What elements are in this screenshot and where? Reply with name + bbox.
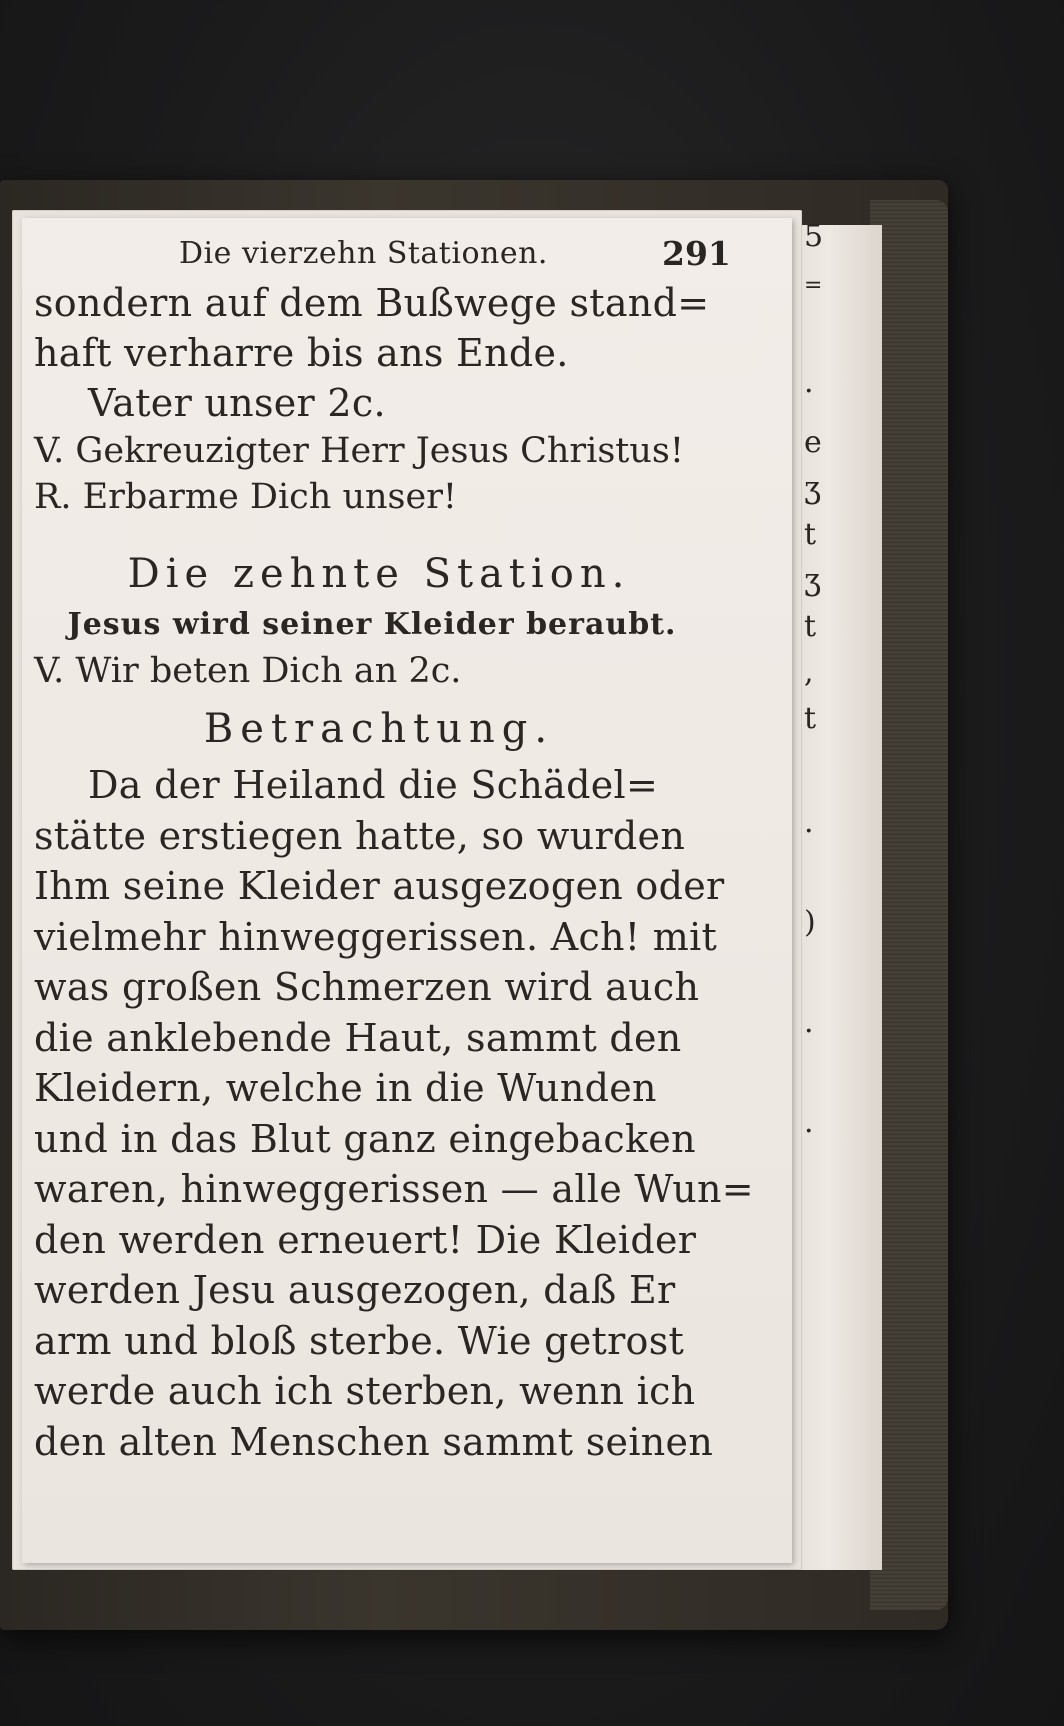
page-text-block — [34, 230, 754, 1467]
text-line: Ihm seine Kleider ausgezogen oder — [34, 864, 725, 908]
station-title: Die zehnte Station. — [127, 551, 631, 597]
text-line: werde auch ich sterben, wenn ich — [34, 1369, 696, 1413]
facing-glyph: t — [804, 517, 817, 552]
facing-glyph: t — [804, 701, 817, 736]
station-subtitle: Jesus wird seiner Kleider beraubt. — [67, 607, 677, 642]
station-versicle: V. Wir beten Dich an 2c. — [34, 651, 462, 691]
page-number: 291 — [662, 234, 731, 273]
facing-glyph: e — [804, 425, 822, 460]
response-line: R. Erbarme Dich unser! — [34, 477, 457, 517]
versicle-line: V. Gekreuzigter Herr Jesus Christus! — [34, 431, 684, 471]
text-line: arm und bloß sterbe. Wie getrost — [34, 1318, 685, 1363]
intro-paragraph — [34, 278, 724, 378]
text-line: stätte erstiegen hatte, so wurden — [34, 813, 686, 858]
facing-glyph: , — [804, 655, 814, 690]
meditation-paragraph — [34, 760, 754, 1467]
facing-glyph: t — [804, 609, 817, 644]
text-line: die anklebende Haut, sammt den — [34, 1015, 682, 1060]
facing-glyph: . — [804, 365, 814, 400]
text-line: was großen Schmerzen wird auch — [34, 965, 700, 1009]
facing-glyph: ʒ — [804, 471, 821, 506]
running-title: Die vierzehn Stationen. — [179, 236, 548, 271]
meditation-title: Betrachtung. — [203, 706, 555, 752]
text-line: werden Jesu ausgezogen, daß Er — [34, 1268, 676, 1312]
text-line: und in das Blut ganz eingebacken — [34, 1116, 696, 1161]
text-line: den werden erneuert! Die Kleider — [34, 1217, 697, 1262]
text-line: Da der Heiland die Schädel= — [88, 763, 659, 807]
facing-glyph: . — [804, 1105, 814, 1140]
text-line: den alten Menschen sammt seinen — [34, 1419, 714, 1464]
facing-glyph: . — [804, 1005, 814, 1040]
facing-glyph: . — [804, 805, 814, 840]
facing-glyph: 5 — [804, 219, 824, 254]
text-line: sondern auf dem Bußwege stand= — [34, 281, 710, 325]
text-line: vielmehr hinweggerissen. Ach! mit — [34, 914, 718, 959]
text-line: waren, hinweggerissen — alle Wun= — [34, 1167, 754, 1211]
facing-glyph: = — [804, 273, 823, 298]
page-header — [34, 230, 731, 278]
facing-page — [790, 219, 882, 1570]
text-line: haft verharre bis ans Ende. — [34, 331, 569, 375]
pater-noster-line: Vater unser 2c. — [88, 381, 386, 425]
text-line: Kleidern, welche in die Wunden — [34, 1066, 657, 1110]
book-page — [22, 218, 792, 1563]
facing-glyph: ) — [804, 905, 816, 940]
facing-glyph: ʒ — [804, 563, 821, 598]
